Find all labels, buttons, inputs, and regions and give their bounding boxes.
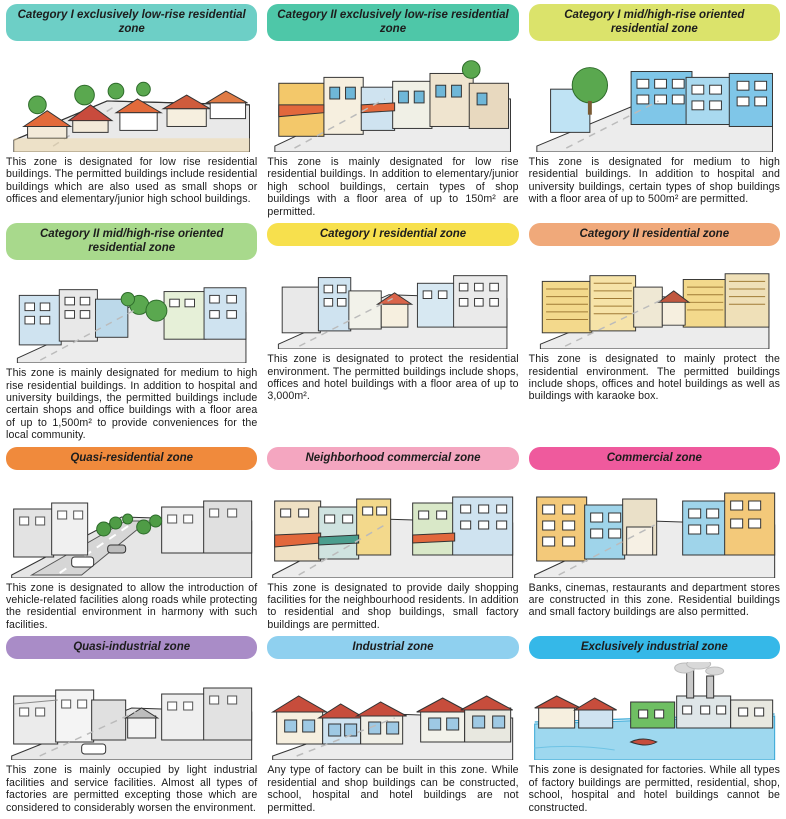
zone-illustration [529,44,780,152]
zone-description: This zone is designated for factories. While all types of factory buildings are permitted, residential, shop, school, hospital and hotel buildings cannot be constructed. [528,764,780,814]
zone-title-banner: Category II mid/high-rise oriented residential zone [6,223,257,260]
zone-card [267,636,518,817]
zone-description: Banks, cinemas, restaurants and department stores are constructed in this zone. Residential buildings and small factory buildings are also permitted. [528,581,780,619]
zone-title-banner: Category I exclusively low-rise residential zone [6,4,257,41]
zone-description: This zone is designated to allow the introduction of vehicle-related facilities along roads while protecting the residential environment in harmony with such facilities. [6,581,258,631]
zone-title-banner: Commercial zone [529,447,780,470]
zone-card [6,223,257,445]
zone-illustration [6,662,257,760]
zone-illustration [6,44,257,152]
zone-title-banner: Category II residential zone [529,223,780,246]
zone-description: Any type of factory can be built in this zone. While residential and shop buildings can be constructed, school, hospital and hotel buildings are not permitted. [267,764,519,814]
zone-title-banner: Neighborhood commercial zone [267,447,518,470]
zone-illustration [529,249,780,349]
zone-description: This zone is designated to protect the residential environment. The permitted buildings include shops, offices and hotel buildings with a floor area of up to 3,000m². [267,353,519,403]
zone-description: This zone is designated for low rise residential buildings. The permitted buildings include residential buildings which are also used as small shops or offices and elementary/junior high school buildings. [6,156,258,206]
zone-title-banner: Industrial zone [267,636,518,659]
zone-description: This zone is mainly occupied by light industrial facilities and service facilities. Almost all types of factories are permitted excepting those which are considered to considerably worsen the environment. [6,764,258,814]
zone-description: This zone is mainly designated for low rise residential buildings. In addition to elementary/junior high school buildings, certain types of shop buildings with a floor area of up to 150m² are permitted. [267,156,519,218]
zone-illustration [529,662,780,760]
zone-title-banner: Category I residential zone [267,223,518,246]
zone-title-banner: Quasi-industrial zone [6,636,257,659]
zone-title-banner: Category II exclusively low-rise residential zone [267,4,518,41]
zone-illustration [6,263,257,363]
zone-description: This zone is designated to mainly protect the residential environment. The permitted buildings include shops, offices and hotel buildings as well as buildings with karaoke box. [528,353,780,403]
zone-card [529,636,780,817]
zone-card [267,447,518,635]
zone-card [529,4,780,221]
zone-title-banner: Quasi-residential zone [6,447,257,470]
zone-card [267,4,518,221]
zone-description: This zone is designated to provide daily shopping facilities for the neighbourhood residents. In addition to residential and shop buildings, small factory buildings are permitted. [267,581,519,631]
zone-title-banner: Category I mid/high-rise oriented residential zone [529,4,780,41]
zone-card [6,447,257,635]
zone-description: This zone is designated for medium to high residential buildings. In addition to hospital and university buildings, certain types of shop buildings with a floor area of up to 500m² are permitted. [528,156,780,206]
zone-card [6,4,257,221]
zone-card [267,223,518,445]
zone-description: This zone is mainly designated for medium to high rise residential buildings. In addition to hospital and university buildings, the permitted buildings include certain shops and office buildings with a floor area of up to 1,500m² to provide conveniences for the local community. [6,367,258,442]
zone-illustration [529,473,780,578]
zone-title-banner: Exclusively industrial zone [529,636,780,659]
zone-illustration [267,44,518,152]
zone-card [529,447,780,635]
zone-illustration [6,473,257,578]
zone-illustration [267,249,518,349]
zone-illustration [267,473,518,578]
zone-card [529,223,780,445]
zone-card [6,636,257,817]
zone-illustration [267,662,518,760]
